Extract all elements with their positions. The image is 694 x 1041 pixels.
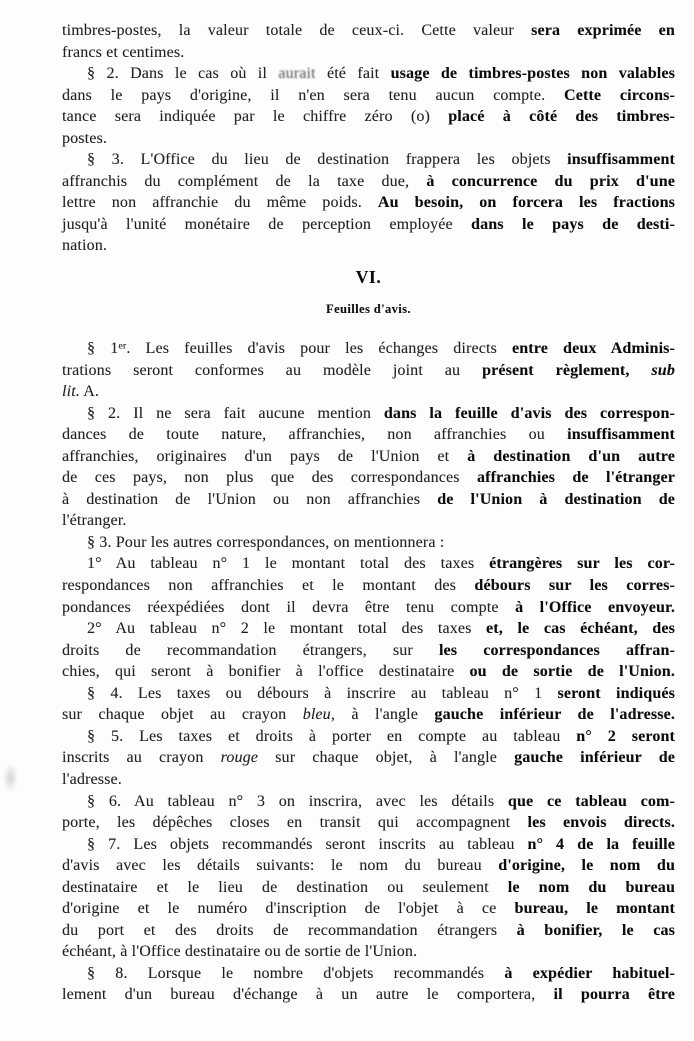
- text-segment: lement d'un bureau d'échange à un autre le comportera,: [62, 986, 554, 1004]
- text-segment: dans la feuille d'avis des correspon-: [383, 404, 675, 422]
- text-segment: chies, qui seront à bonifier à l'office destinataire: [62, 663, 470, 681]
- text-line: [62, 553, 675, 575]
- text-segment: usage de timbres-postes non valables: [390, 65, 676, 83]
- text-segment: lit.: [62, 383, 80, 401]
- text-segment: A.: [79, 383, 100, 401]
- text-line: [62, 575, 675, 597]
- section-number: VI.: [355, 267, 382, 288]
- text-line: [62, 963, 675, 985]
- text-line: [62, 618, 675, 640]
- text-line: [62, 214, 675, 236]
- text-segment: rouge: [220, 749, 259, 767]
- text-segment: étrangères sur les cor-: [489, 555, 675, 573]
- text-segment: été fait: [315, 65, 391, 83]
- body-text-bottom: [62, 338, 675, 1006]
- text-segment: . Les feuilles d'avis pour les échanges directs: [126, 340, 512, 358]
- text-line: [62, 381, 675, 403]
- text-segment: sub: [651, 361, 675, 379]
- text-line: [62, 791, 675, 813]
- text-segment: affranchies, originaires d'un pays de l'Union et: [62, 447, 468, 465]
- text-segment: à bonifier, le cas: [516, 921, 676, 939]
- text-segment: les correspondances affran-: [438, 641, 675, 659]
- text-segment: sera exprimée en: [531, 22, 675, 39]
- text-segment: à concurrence du prix d'une: [426, 172, 675, 190]
- text-segment: lettre non affranchie du même poids.: [62, 194, 378, 212]
- text-line: [62, 20, 675, 42]
- text-segment: de ces pays, non plus que des correspondances: [62, 469, 477, 487]
- text-line: [62, 360, 675, 382]
- text-line: [62, 597, 675, 619]
- text-segment: francs et centimes.: [62, 43, 185, 61]
- text-segment: gauche inférieur de l'adresse.: [434, 706, 675, 724]
- text-segment: de l'Union à destination de: [437, 490, 675, 508]
- text-segment: § 6. Au tableau n° 3 on inscrira, avec les détails: [87, 792, 508, 810]
- text-segment: dans le pays de desti-: [471, 215, 675, 233]
- text-segment: nation.: [62, 237, 108, 255]
- text-line: [62, 769, 675, 791]
- text-line: [62, 128, 675, 150]
- text-segment: insuffisamment: [567, 151, 675, 169]
- text-line: [62, 63, 675, 85]
- text-segment: Cette circons-: [563, 86, 675, 104]
- text-segment: sur chaque objet, à l'angle: [258, 749, 515, 767]
- text-segment: insuffisamment: [567, 426, 675, 444]
- text-segment: er: [118, 340, 127, 352]
- text-segment: porte, les dépêches closes en transit qui accompagnent: [62, 814, 528, 832]
- text-segment: il pourra être: [553, 986, 675, 1004]
- text-line: [62, 898, 675, 920]
- text-line: [62, 704, 675, 726]
- text-segment: débours sur les corres-: [474, 577, 675, 595]
- text-segment: l'étranger.: [62, 512, 127, 530]
- text-line: [62, 338, 675, 360]
- text-segment: d'origine et le numéro d'inscription de l'objet à ce: [62, 900, 515, 918]
- text-segment: affranchies de l'étranger: [476, 469, 676, 487]
- text-segment: postes.: [62, 129, 108, 147]
- text-segment: à destination de l'Union ou non affranchies: [62, 490, 438, 508]
- text-segment: destinataire et le lieu de destination ou seulement: [62, 878, 508, 896]
- text-segment: bleu: [302, 706, 331, 724]
- text-segment: , à l'angle: [330, 706, 435, 724]
- text-line: [62, 855, 675, 877]
- text-segment: affranchis du complément de la taxe due,: [62, 172, 427, 190]
- text-segment: du port et des droits de recommandation étrangers: [62, 921, 517, 939]
- body-text-top: [62, 20, 675, 257]
- text-line: [62, 446, 675, 468]
- text-segment: § 7. Les objets recommandés seront inscrits au tableau: [87, 835, 528, 853]
- text-segment: respondances non affranchies et le montant des: [62, 577, 475, 595]
- text-line: [62, 467, 675, 489]
- text-segment: ou de sortie de l'Union.: [469, 663, 676, 681]
- text-segment: placé à côté des timbres-: [448, 108, 675, 126]
- text-segment: jusqu'à l'unité monétaire de perception employée: [62, 215, 472, 233]
- text-line: [62, 149, 675, 171]
- text-segment: présent règlement,: [482, 361, 652, 379]
- text-segment: 2° Au tableau n° 2 le montant total des taxes: [87, 620, 487, 638]
- text-segment: § 1: [87, 340, 119, 358]
- text-segment: § 3. Pour les autres correspondances, on mentionnera :: [87, 533, 445, 551]
- text-line: [62, 920, 675, 942]
- text-segment: § 2. Dans le cas où il: [87, 65, 279, 83]
- text-segment: aurait: [278, 65, 316, 83]
- text-line: [62, 661, 675, 683]
- text-line: [62, 235, 675, 257]
- text-segment: dans le pays d'origine, il n'en sera tenu aucun compte.: [62, 86, 564, 104]
- text-line: [62, 489, 675, 511]
- text-segment: § 2. Il ne sera fait aucune mention: [87, 404, 384, 422]
- text-segment: d'origine, le nom du: [498, 857, 675, 875]
- text-segment: seront indiqués: [557, 684, 675, 702]
- text-segment: n° 2 seront: [576, 727, 675, 745]
- text-segment: timbres-postes, la valeur totale de ceux-ci. Cette valeur: [62, 22, 532, 39]
- text-segment: sur chaque objet au crayon: [62, 706, 303, 724]
- text-segment: l'adresse.: [62, 770, 122, 788]
- text-line: [62, 640, 675, 662]
- text-segment: dances de toute nature, affranchies, non affranchies ou: [62, 426, 568, 444]
- text-line: [62, 812, 675, 834]
- text-segment: d'avis avec les détails suivants: le nom du bureau: [62, 857, 499, 875]
- text-line: [62, 424, 675, 446]
- text-line: [62, 683, 675, 705]
- text-segment: que ce tableau com-: [507, 792, 675, 810]
- section-title: Feuilles d'avis.: [326, 302, 411, 317]
- text-segment: gauche inférieur de: [514, 749, 676, 767]
- text-line: [62, 532, 675, 554]
- text-segment: bureau, le montant: [514, 900, 676, 918]
- text-block: [62, 20, 675, 1006]
- scan-artifact: [3, 763, 18, 793]
- text-line: [62, 726, 675, 748]
- text-line: [62, 510, 675, 532]
- text-line: [62, 106, 675, 128]
- text-segment: à destination d'un autre: [467, 447, 675, 465]
- text-segment: échéant, à l'Office destinataire ou de sortie de l'Union.: [62, 943, 418, 961]
- text-line: [62, 85, 675, 107]
- text-segment: § 4. Les taxes ou débours à inscrire au tableau n° 1: [87, 684, 558, 702]
- text-segment: les envois directs.: [527, 814, 675, 832]
- text-line: [62, 984, 675, 1006]
- text-segment: inscrits au crayon: [62, 749, 221, 767]
- text-segment: § 8. Lorsque le nombre d'objets recommandés: [87, 964, 505, 982]
- text-segment: n° 4 de la feuille: [527, 835, 675, 853]
- text-line: [62, 403, 675, 425]
- text-segment: trations seront conformes au modèle joint au: [62, 361, 483, 379]
- text-segment: § 5. Les taxes et droits à porter en compte au tableau: [87, 727, 577, 745]
- text-line: [62, 747, 675, 769]
- text-segment: 1° Au tableau n° 1 le montant total des taxes: [87, 555, 490, 573]
- text-segment: Au besoin, on forcera les fractions: [377, 194, 676, 212]
- text-segment: à expédier habituel-: [504, 964, 676, 982]
- text-line: [62, 42, 675, 64]
- text-segment: et, le cas échéant, des: [486, 620, 675, 638]
- text-line: [62, 192, 675, 214]
- text-segment: § 3. L'Office du lieu de destination frappera les objets: [87, 151, 568, 169]
- text-segment: pondances réexpédiées dont il devra être tenu compte: [62, 598, 516, 616]
- text-segment: entre deux Adminis-: [511, 340, 676, 358]
- text-segment: à l'Office envoyeur.: [515, 598, 675, 616]
- text-segment: le nom du bureau: [507, 878, 675, 896]
- text-segment: tance sera indiquée par le chiffre zéro (o): [62, 108, 449, 126]
- text-line: [62, 941, 675, 963]
- text-line: [62, 834, 675, 856]
- text-line: [62, 171, 675, 193]
- text-segment: droits de recommandation étrangers, sur: [62, 641, 439, 659]
- text-line: [62, 877, 675, 899]
